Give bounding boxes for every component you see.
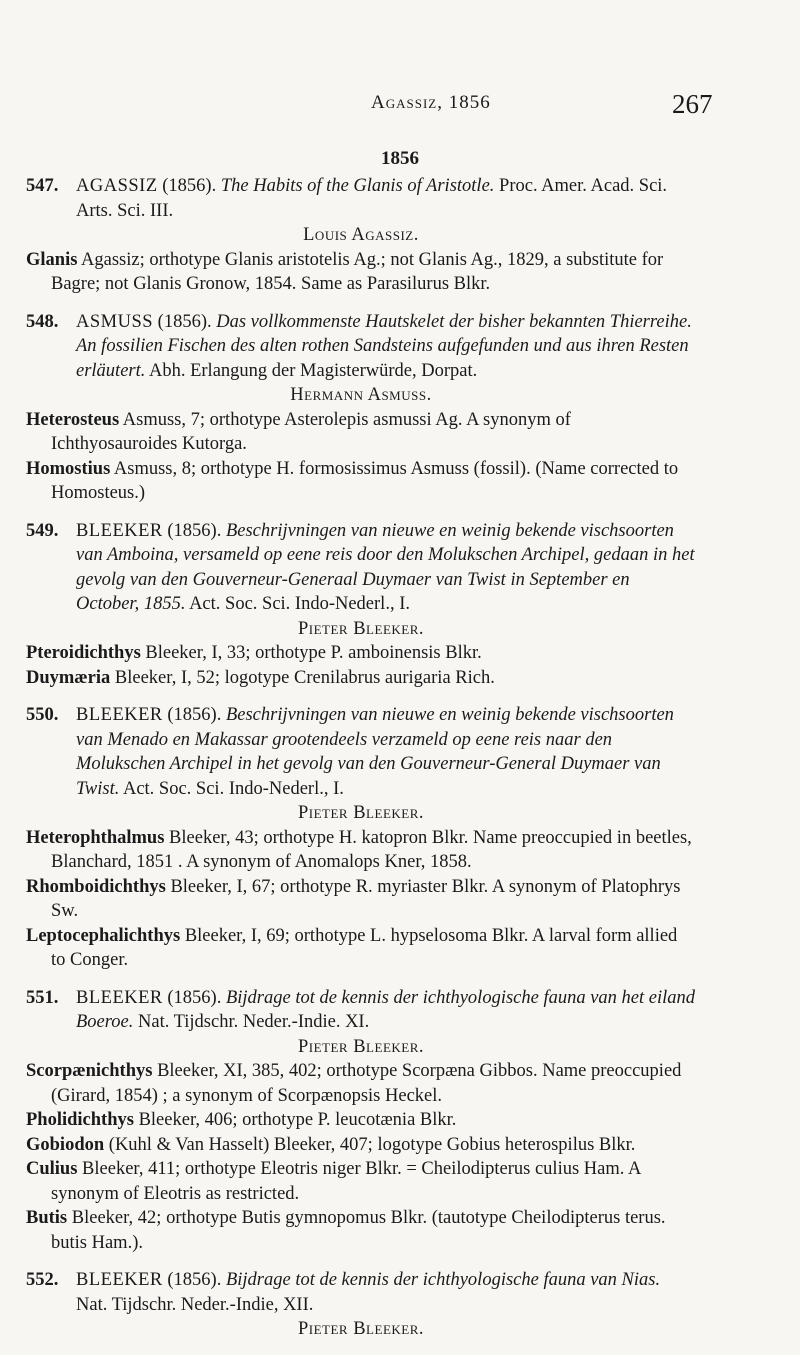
genus-entry (26, 408, 696, 457)
genus-name: Heterosteus (26, 409, 120, 430)
entry-author: ASMUSS (76, 311, 154, 332)
entry-source: Nat. Tijdschr. Neder.-Indie. XI. (138, 1012, 370, 1032)
genus-entry (26, 1059, 696, 1108)
genus-description: Asmuss, 7; orthotype Asterolepis asmussi Ag. A synonym of Ichthyosauroides Kutorga. (51, 409, 571, 454)
genus-name: Pteroidichthys (26, 643, 141, 663)
entry-number: 548. (26, 311, 59, 332)
genus-description: (Kuhl & Van Hasselt) Bleeker, 407; logotype Gobius heterospilus Blkr. (108, 1134, 636, 1155)
genus-name: Gobiodon (26, 1134, 105, 1155)
entry-signature: Pieter Bleeker. (297, 618, 425, 639)
genus-entry (26, 924, 696, 973)
genus-entry (26, 875, 696, 924)
genus-description: Bleeker, 42; orthotype Butis gymnopomus Blkr. (tautotype Cheilodipterus terus. butis Ham.). (51, 1208, 666, 1253)
entry-number: 547. (26, 176, 59, 196)
entry-citation (26, 174, 696, 223)
entry-year: (1856). (157, 311, 212, 332)
genus-description: Bleeker, XI, 385, 402; orthotype Scorpæna Gibbos. Name preoccupied (Girard, 1854) ; a synonym of Scorpænopsis Heckel. (51, 1061, 682, 1106)
entry-source: Proc. Amer. Acad. Sci. Arts. Sci. III. (76, 176, 668, 221)
genus-description: Bleeker, I, 52; logotype Crenilabrus aurigaria Rich. (114, 667, 495, 688)
entry-citation (26, 1268, 696, 1317)
genus-name: Glanis (26, 249, 78, 270)
entry-author: BLEEKER (76, 705, 163, 725)
entry-author: BLEEKER (76, 987, 163, 1008)
entry-author: BLEEKER (76, 1270, 163, 1290)
genus-name: Duymæria (26, 667, 111, 688)
entry-number: 551. (26, 987, 59, 1008)
entry-title: Beschrijvningen van nieuwe en weinig bekende vischsoorten van Menado en Makassar grootendeels verzameld op eene reis naar den Molukschen Archipel in het gevolg van den Gouverneur-General Duymaer van Twist. (76, 705, 674, 799)
bibliography-entry (26, 703, 696, 973)
genus-entry (26, 641, 696, 666)
entry-title: Bijdrage tot de kennis der ichthyologische fauna van het eiland Boeroe. (76, 987, 696, 1032)
entry-year: (1856). (162, 176, 217, 196)
entry-number: 549. (26, 520, 59, 541)
entry-year: (1856). (167, 520, 222, 541)
genus-name: Pholidichthys (26, 1110, 134, 1130)
genus-description: Asmuss, 8; orthotype H. formosissimus Asmuss (fossil). (Name corrected to Homosteus.) (51, 458, 679, 503)
genus-name: Rhomboidichthys (26, 876, 166, 897)
genus-description: Bleeker, 43; orthotype H. katopron Blkr. Name preoccupied in beetles, Blanchard, 1851 . A synonym of Anomalops Kner, 1858. (51, 827, 692, 872)
genus-description: Bleeker, I, 69; orthotype L. hypselosoma Blkr. A larval form allied to Conger. (51, 925, 678, 970)
entry-citation (26, 703, 696, 801)
genus-name: Scorpænichthys (26, 1061, 153, 1081)
genus-name: Culius (26, 1159, 78, 1179)
genus-entry (26, 248, 696, 297)
entry-signature: Pieter Bleeker. (297, 1319, 425, 1339)
genus-description: Agassiz; orthotype Glanis aristotelis Ag.; not Glanis Ag., 1829, a substitute for Bagre; not Glanis Gronow, 1854. Same as Parasilurus Blkr. (51, 249, 664, 294)
genus-entry (26, 457, 696, 506)
entry-source: Act. Soc. Sci. Indo-Nederl., I. (189, 594, 410, 614)
bibliography-entry (26, 174, 696, 297)
bibliography-entries (26, 174, 696, 1355)
genus-entry (26, 666, 696, 691)
genus-entry (26, 1133, 696, 1158)
bibliography-entry (26, 986, 696, 1256)
genus-description: Bleeker, I, 67; orthotype R. myriaster Blkr. A synonym of Platophrys Sw. (51, 876, 681, 921)
entry-source: Abh. Erlangung der Magisterwürde, Dorpat. (148, 360, 478, 381)
bibliography-entry (26, 1268, 696, 1342)
genus-entry (26, 1108, 696, 1133)
genus-name: Butis (26, 1208, 68, 1228)
genus-description: Bleeker, 406; orthotype P. leucotænia Blkr. (138, 1110, 457, 1130)
entry-source: Act. Soc. Sci. Indo-Nederl., I. (122, 778, 344, 799)
entry-title: Das vollkommenste Hautskelet der bisher bekannten Thierreihe. An fossilien Fischen des alten rothen Sandsteins aufgefunden und aus ihren Resten erläutert. (76, 311, 692, 381)
running-head (0, 89, 800, 122)
genus-description: Bleeker, I, 33; orthotype P. amboinensis Blkr. (145, 643, 482, 663)
entry-author: AGASSIZ (76, 176, 158, 196)
entry-year: (1856). (167, 987, 222, 1008)
entry-number: 550. (26, 705, 59, 725)
entry-signature: Pieter Bleeker. (297, 1036, 425, 1057)
entry-signature: Pieter Bleeker. (297, 803, 425, 823)
bibliography-entry (26, 519, 696, 691)
page-number: 267 (672, 89, 713, 119)
entry-citation (26, 519, 696, 617)
genus-name: Heterophthalmus (26, 827, 165, 848)
entry-signature: Hermann Asmuss. (290, 385, 432, 405)
entry-author: BLEEKER (76, 520, 163, 541)
entry-year: (1856). (167, 1270, 222, 1290)
genus-description: Bleeker, 411; orthotype Eleotris niger Blkr. = Cheilodipterus culius Ham. A synonym of Eleotris as restricted. (51, 1159, 641, 1204)
entry-citation (26, 310, 696, 384)
entry-number: 552. (26, 1270, 59, 1290)
entry-title: Beschrijvningen van nieuwe en weinig bekende vischsoorten van Amboina, versameld op eene reis door den Molukschen Archipel, gedaan in het gevolg van den Gouverneur-Generaal Duymaer van Twist in September en October, 1855. (76, 520, 695, 614)
entry-year: (1856). (167, 705, 222, 725)
genus-name: Homostius (26, 458, 111, 479)
entry-citation (26, 986, 696, 1035)
entry-signature: Louis Agassiz. (303, 225, 419, 245)
genus-entry (26, 826, 696, 875)
genus-entry (26, 1206, 696, 1255)
genus-name: Leptocephalichthys (26, 925, 181, 946)
genus-entry (26, 1157, 696, 1206)
year-heading: 1856 (381, 148, 419, 169)
bibliography-entry (26, 310, 696, 506)
entry-source: Nat. Tijdschr. Neder.-Indie, XII. (76, 1294, 314, 1315)
running-head-title: Agassiz, 1856 (371, 92, 491, 113)
entry-title: The Habits of the Glanis of Aristotle. (220, 176, 495, 196)
entry-title: Bijdrage tot de kennis der ichthyologische fauna van Nias. (225, 1270, 661, 1290)
